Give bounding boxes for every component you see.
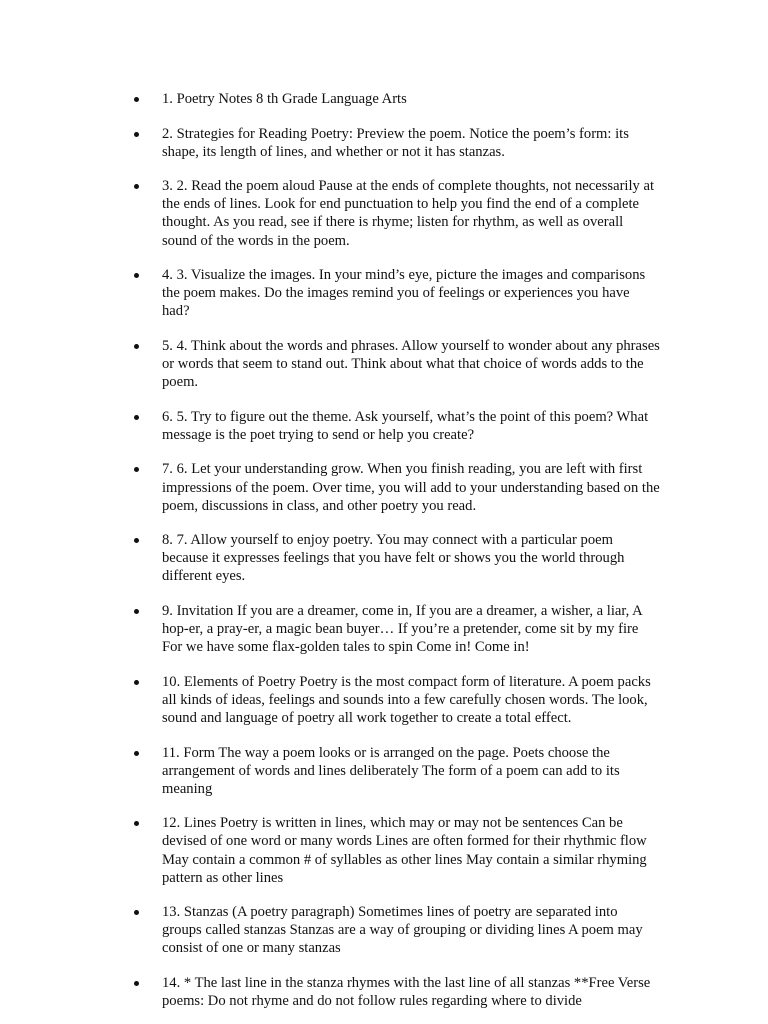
list-item-text: 4. 3. Visualize the images. In your mind’s eye, picture the images and comparisons the poem makes. Do the images remind you of feelings or experiences you have had? (162, 267, 649, 320)
list-item-text: 12. Lines Poetry is written in lines, which may or may not be sentences Can be devised of one word or many words Lines are often formed for their rhythmic flow May contain a common # of syllables as other lines May contain a similar rhyming pattern as other lines (162, 815, 651, 886)
list-item (0, 177, 768, 249)
bullet-icon (134, 609, 139, 614)
list-item (0, 744, 768, 798)
bullet-icon (134, 751, 139, 756)
list-item-text: 9. Invitation If you are a dreamer, come in, If you are a dreamer, a wisher, a liar, A hop-er, a pray-er, a magic bean buyer… If you’re a pretender, come sit by my fire For we have some flax-golden tales to spin Come in! Come in! (162, 602, 646, 656)
list-item-text: 13. Stanzas (A poetry paragraph) Sometimes lines of poetry are separated into groups called stanzas Stanzas are a way of grouping or dividing lines A poem may consist of one or many stanzas (162, 904, 647, 957)
bullet-icon (134, 184, 139, 189)
list-item (0, 408, 768, 444)
list-item-text: 8. 7. Allow yourself to enjoy poetry. You may connect with a particular poem because it expresses feelings that you have felt or shows you the world through different eyes. (162, 532, 629, 585)
list-item (0, 903, 768, 957)
bullet-icon (134, 344, 139, 349)
bullet-icon (134, 680, 139, 685)
list-item (0, 602, 768, 656)
bullet-icon (134, 97, 139, 102)
list-item-text: 6. 5. Try to figure out the theme. Ask yourself, what’s the point of this poem? What message is the poet trying to send or help you create? (162, 408, 652, 443)
bullet-icon (134, 467, 139, 472)
bullet-icon (134, 132, 139, 137)
list-item (0, 531, 768, 585)
list-item-text: 10. Elements of Poetry Poetry is the most compact form of literature. A poem packs all kinds of ideas, feelings and sounds into a few carefully chosen words. The look, sound and language of poetry all work together to create a total effect. (162, 673, 655, 726)
list-item (0, 125, 768, 161)
list-item (0, 460, 768, 514)
list-item (0, 266, 768, 320)
list-item-text: 14. * The last line in the stanza rhymes with the last line of all stanzas **Free Verse poems: Do not rhyme and do not follow rules regarding where to divide (162, 974, 654, 1010)
bullet-icon (134, 821, 139, 826)
bullet-icon (134, 981, 139, 986)
list-item (0, 90, 768, 108)
list-item (0, 673, 768, 727)
list-item-text: 2. Strategies for Reading Poetry: Preview the poem. Notice the poem’s form: its shape, its length of lines, and whether or not it has stanzas. (162, 125, 633, 160)
list-item-text: 3. 2. Read the poem aloud Pause at the ends of complete thoughts, not necessarily at the ends of lines. Look for end punctuation to help you find the end of a complete thought. As you read, see if there is rhyme; listen for rhythm, as well as overall sound of the words in the poem. (162, 178, 658, 249)
bullet-icon (134, 273, 139, 278)
list-item-text: 11. Form The way a poem looks or is arranged on the page. Poets choose the arrangement of words and lines deliberately The form of a poem can add to its meaning (162, 744, 624, 797)
list-item (0, 974, 768, 1010)
list-item-text: 5. 4. Think about the words and phrases. Allow yourself to wonder about any phrases or words that seem to stand out. Think about what that choice of words adds to the poem. (162, 337, 664, 391)
bullet-icon (134, 910, 139, 915)
bullet-icon (134, 415, 139, 420)
list-item-text: 7. 6. Let your understanding grow. When you finish reading, you are left with first impressions of the poem. Over time, you will add to your understanding based on the poem, discussions in class, and other poetry you read. (162, 461, 664, 514)
list-item (0, 814, 768, 886)
bullet-icon (134, 538, 139, 543)
poetry-notes-list (0, 90, 768, 1024)
list-item-text: 1. Poetry Notes 8 th Grade Language Arts (162, 91, 407, 107)
list-item (0, 337, 768, 391)
